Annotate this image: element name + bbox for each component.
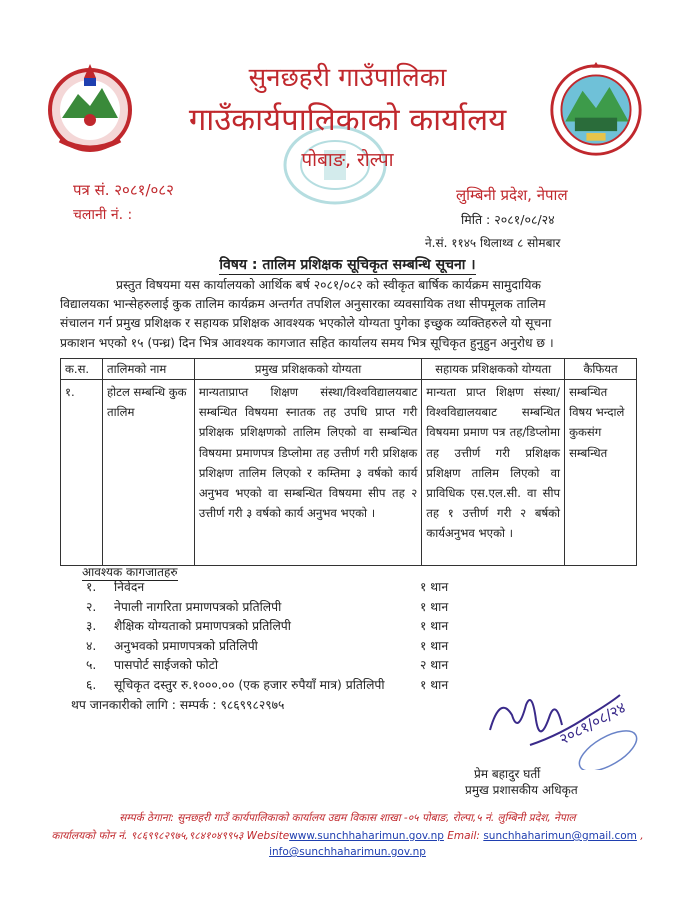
item-text: नेपाली नागरिता प्रमाणपत्रको प्रतिलिपी: [114, 599, 282, 614]
dispatch-number: चलानी नं. :: [73, 207, 133, 223]
nepal-sambat-date: ने.सं. ११४५ थिलाथ्व ८ सोमबार: [425, 236, 561, 250]
item-qty: १ थान: [420, 638, 449, 653]
cell-assistant-qualification: मान्यता प्राप्त शिक्षण संस्था/विश्वविद्यालयबाट सम्बन्धित विषयमा प्रमाण पत्र तह/डिप्लोमा तह उत्तीर्ण गरी प्रशिक्षक प्रशिक्षण तालिम लिएको वा प्राविधिक एस.एल.सी. वा सीप तह १ उत्तीर्ण गरी २ बर्षको कार्यअनुभव भएको ।: [422, 380, 565, 566]
notice-subject: [0, 255, 695, 274]
body-line: संचालन गर्न प्रमुख प्रशिक्षक र सहायक प्रशिक्षक आवश्यक भएकोले योग्यता पुगेका इच्छुक व्यक्तिहरुले यो सूचना: [60, 316, 552, 331]
contact-info: थप जानकारीको लागि : सम्पर्क : ९८६९९८२९७५: [71, 698, 285, 712]
table-row: [61, 380, 637, 566]
footer-phone: कार्यालयको फोन नं. ९८६९९८२९७५,९८४१०४९९५३ Website: [51, 830, 290, 842]
item-text: सूचिकृत दस्तुर रु.१०००.०० (एक हजार रुपैयाँ मात्र) प्रतिलिपी: [114, 677, 385, 692]
list-item: [86, 578, 486, 598]
item-qty: १ थान: [420, 677, 449, 692]
item-number: ३.: [86, 619, 97, 633]
item-text: शैक्षिक योग्यताको प्रमाणपत्रको प्रतिलिपी: [114, 619, 291, 633]
notice-body: [60, 276, 632, 353]
item-number: ५.: [86, 658, 97, 672]
website-link[interactable]: www.sunchhaharimun.gov.np: [289, 830, 444, 842]
letter-number: पत्र सं. २०८१/०८२: [73, 181, 174, 199]
list-item: [86, 676, 486, 696]
item-number: २.: [86, 599, 97, 614]
footer-email-line: [0, 846, 695, 858]
body-line: प्रकाशन भएको १५ (पन्ध्र) दिन भित्र आवश्यक कागजात सहित कार्यालय समय भित्र सूचिकृत हुनुहुन अनुरोध छ ।: [60, 335, 554, 350]
cell-sn: १.: [61, 380, 103, 566]
office-location: पोबाङ, रोल्पा: [301, 149, 394, 171]
item-text: निवेदन: [114, 580, 145, 594]
cell-training-name: होटल सम्बन्धि कुक तालिम: [102, 380, 194, 566]
email-link-primary[interactable]: sunchhaharimun@gmail.com: [483, 830, 637, 842]
item-qty: १ थान: [420, 599, 449, 614]
item-qty: १ थान: [420, 580, 449, 594]
handwritten-signature: [470, 675, 640, 770]
col-header-assistant: सहायक प्रशिक्षकको योग्यता: [422, 359, 565, 380]
qualification-table: [60, 358, 637, 566]
documents-title: आवश्यक कागजातहरु: [82, 565, 178, 579]
body-line: विद्यालयका भान्सेहरुलाई कुक तालिम कार्यक्रम अन्तर्गत तपशिल अनुसारका व्यवसायिक तथा सीपमूलक तालिम: [60, 297, 546, 312]
cell-remarks: सम्बन्धित विषय भन्दाले कुकसंग सम्बन्धित: [565, 380, 637, 566]
col-header-chief: प्रमुख प्रशिक्षकको योग्यता: [194, 359, 421, 380]
municipality-name: सुनछहरी गाउँपालिका: [248, 63, 447, 93]
col-header-sn: क.स.: [61, 359, 103, 380]
email-link-secondary[interactable]: info@sunchhaharimun.gov.np: [269, 846, 426, 858]
col-header-remarks: कैफियत: [565, 359, 637, 380]
office-name: गाउँकार्यपालिकाको कार्यालय: [188, 102, 507, 138]
cell-chief-qualification: मान्यताप्राप्त शिक्षण संस्था/विश्वविद्यालयबाट सम्बन्धित विषयमा स्नातक तह उपधि प्राप्त गरी प्रशिक्षक प्रशिक्षणको तालिम लिएको वा सम्बन्धित विषयमा प्रमाणपत्र डिप्लोमा तह उत्तीर्ण गरी प्रशिक्षक प्रशिक्षण तालिम लिएको र कम्तिमा ३ वर्षको कार्य अनुभव भएको वा सम्बन्धित विषयमा सीप तह २ उत्तीर्ण गरी ३ वर्षको कार्य अनुभव भएको ।: [194, 380, 421, 566]
footer-address: सम्पर्क ठेगाना: सुनछहरी गाउँ कार्यपालिकाको कार्यालय उद्यम विकास शाखा -०५ पोबाङ, रोल्पा,५ नं. लुम्बिनी प्रदेश, नेपाल: [119, 812, 576, 824]
province-label: लुम्बिनी प्रदेश, नेपाल: [456, 186, 568, 204]
email-label: Email:: [447, 830, 480, 842]
item-qty: १ थान: [420, 619, 449, 633]
item-text: अनुभवको प्रमाणपत्रको प्रतिलिपी: [114, 638, 258, 653]
body-line: प्रस्तुत विषयमा यस कार्यालयको आर्थिक बर्ष २०८१/०८२ को स्वीकृत बार्षिक कार्यक्रम सामुदायिक: [116, 278, 541, 292]
footer-contact-line: कार्यालयको फोन नं. ९८६९९८२९७५,९८४१०४९९५३ Websitewww.sunchhaharimun.gov.np Email: sunchhaharimun@gmail.com ,: [51, 830, 644, 842]
item-number: ४.: [86, 638, 97, 653]
item-number: ६.: [86, 677, 97, 692]
list-item: [86, 637, 486, 657]
letter-date: मिति : २०८१/०८/२४: [461, 212, 555, 227]
signature-date: २०८१/०८/२४: [556, 698, 629, 749]
item-qty: २ थान: [420, 658, 449, 672]
table-header-row: [61, 359, 637, 380]
signatory-name: प्रेम बहादुर घर्ती: [474, 767, 541, 781]
list-item: [86, 617, 486, 637]
signatory-title: प्रमुख प्रशासकीय अधिकृत: [465, 783, 578, 797]
item-number: १.: [86, 580, 97, 594]
subject-text: विषय : तालिम प्रशिक्षक सूचिकृत सम्बन्धि सूचना ।: [219, 257, 476, 273]
item-text: पासपोर्ट साईजको फोटो: [114, 658, 219, 672]
col-header-training: तालिमको नाम: [102, 359, 194, 380]
list-item: [86, 598, 486, 618]
list-item: [86, 656, 486, 676]
documents-list: [86, 578, 486, 695]
